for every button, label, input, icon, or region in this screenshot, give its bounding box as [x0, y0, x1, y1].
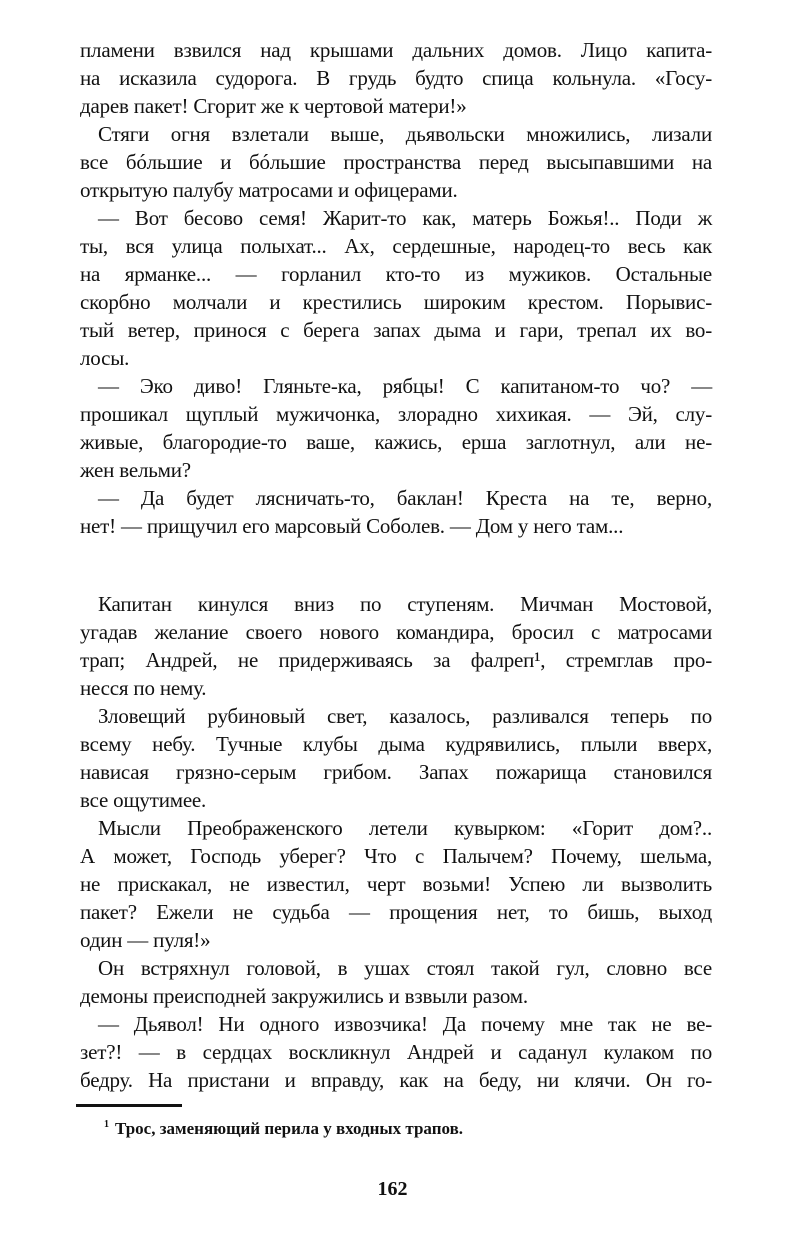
text-section-1 — [80, 36, 712, 540]
text-line: — Да будет лясничать-то, баклан! Креста на те, верно, — [98, 486, 712, 510]
text-line: всему небу. Тучные клубы дыма кудрявились, плыли вверх, — [80, 732, 712, 756]
text-line: несся по нему. — [80, 676, 207, 700]
text-line: открытую палубу матросами и офицерами. — [80, 178, 458, 202]
text-line: тый ветер, принося с берега запах дыма и гари, трепал их во- — [80, 318, 712, 342]
text-line: жен вельми? — [80, 458, 191, 482]
text-line: — Вот бесово семя! Жарит-то как, матерь Божья!.. Поди ж — [98, 206, 712, 230]
text-line: лосы. — [80, 346, 130, 370]
text-line: угадав желание своего нового командира, бросил с матросами — [80, 620, 712, 644]
text-line: Стяги огня взлетали выше, дьявольски множились, лизали — [98, 122, 712, 146]
footnote — [104, 1119, 463, 1139]
text-line: все ощутимее. — [80, 788, 207, 812]
text-line: Он встряхнул головой, в ушах стоял такой гул, словно все — [98, 956, 712, 980]
text-line: на ярманке... — горланил кто-то из мужиков. Остальные — [80, 262, 712, 286]
text-line: пламени взвился над крышами дальних домов. Лицо капита- — [80, 38, 712, 62]
text-line: Капитан кинулся вниз по ступеням. Мичман Мостовой, — [98, 592, 712, 616]
text-line: — Дьявол! Ни одного извозчика! Да почему мне так не ве- — [98, 1012, 712, 1036]
text-line: трап; Андрей, не придерживаясь за фалреп¹, стремглав про- — [80, 648, 712, 672]
text-line: нависая грязно-серым грибом. Запах пожарища становился — [80, 760, 712, 784]
text-line: на исказила судорога. В грудь будто спица кольнула. «Госу- — [80, 66, 712, 90]
text-line: не прискакал, не известил, черт возьми! Успею ли вызволить — [80, 872, 712, 896]
text-line: скорбно молчали и крестились широким крестом. Порывис- — [80, 290, 712, 314]
text-line: А может, Господь уберег? Что с Палычем? Почему, шельма, — [80, 844, 712, 868]
text-line: все бóльшие и бóльшие пространства перед высыпавшими на — [80, 150, 712, 174]
text-section-2 — [80, 590, 712, 1094]
footnote-divider — [76, 1104, 182, 1107]
text-line: демоны преисподней закружились и взвыли разом. — [80, 984, 528, 1008]
text-line: Зловещий рубиновый свет, казалось, разливался теперь по — [98, 704, 712, 728]
text-line: живые, благородие-то ваше, кажись, ерша заглотнул, али не- — [80, 430, 712, 454]
page-number: 162 — [377, 1178, 408, 1200]
text-line: пакет? Ежели не судьба — прощения нет, то бишь, выход — [80, 900, 712, 924]
footnote-marker: 1 — [104, 1119, 109, 1131]
text-line: бедру. На пристани и вправду, как на беду, ни клячи. Он го- — [80, 1068, 712, 1092]
text-line: один — пуля!» — [80, 928, 211, 952]
text-line: прошикал щуплый мужичонка, злорадно хихикая. — Эй, слу- — [80, 402, 712, 426]
text-line: — Эко диво! Гляньте-ка, рябцы! С капитаном-то чо? — — [98, 374, 712, 398]
footnote-text: Трос, заменяющий перила у входных трапов. — [115, 1119, 464, 1138]
text-line: нет! — прищучил его марсовый Соболев. — Дом у него там... — [80, 514, 624, 538]
text-line: дарев пакет! Сгорит же к чертовой матери!» — [80, 94, 467, 118]
text-line: зет?! — в сердцах воскликнул Андрей и саданул кулаком по — [80, 1040, 712, 1064]
text-line: ты, вся улица полыхат... Ах, сердешные, народец-то весь как — [80, 234, 712, 258]
text-line: Мысли Преображенского летели кувырком: «Горит дом?.. — [98, 816, 712, 840]
